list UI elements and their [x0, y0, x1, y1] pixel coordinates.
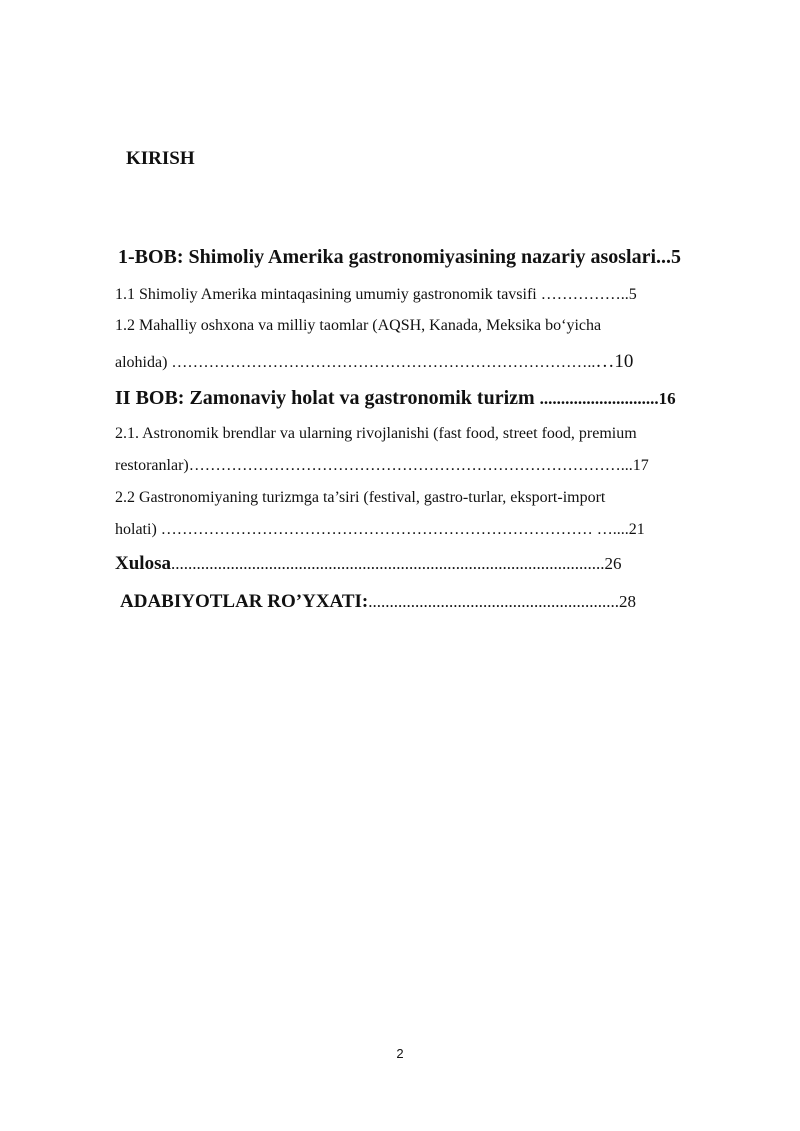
toc-bibliography	[120, 591, 636, 613]
toc-chapter-1: 1-BOB: Shimoliy Amerika gastronomiyasining nazariy asoslari...5	[118, 246, 681, 268]
toc-section-2-2-line2: holati) ……………………………………………………………………… …....21	[115, 521, 645, 538]
toc-chapter-2-page: ............................16	[539, 389, 676, 408]
toc-chapter-2-title: II BOB: Zamonaviy holat va gastronomik turizm	[115, 387, 535, 409]
toc-section-1-1: 1.1 Shimoliy Amerika mintaqasining umumiy gastronomik tavsifi ……………..5	[115, 286, 637, 303]
toc-section-1-2-page: …10	[595, 351, 634, 372]
toc-bibliography-label: ADABIYOTLAR RO’YXATI:	[120, 591, 369, 612]
toc-intro-heading: KIRISH	[126, 148, 195, 169]
toc-section-2-2-line1: 2.2 Gastronomiyaning turizmga ta’siri (festival, gastro-turlar, eksport-import	[115, 489, 606, 506]
toc-section-1-2-line1: 1.2 Mahalliy oshxona va milliy taomlar (AQSH, Kanada, Meksika bo‘yicha	[115, 317, 602, 334]
toc-section-1-2-line2	[115, 351, 633, 373]
toc-bibliography-page: ...........................................................28	[368, 592, 636, 611]
toc-section-1-2-text: alohida) ……………………………………………………………………..	[115, 354, 596, 371]
toc-conclusion-page: ......................................................................................................26	[170, 554, 622, 573]
page-number: 2	[396, 1046, 404, 1061]
toc-section-2-1-line2: restoranlar)………………………………………………………………………...17	[115, 457, 649, 474]
toc-chapter-2	[115, 387, 676, 410]
toc-conclusion-label: Xulosa	[115, 553, 171, 574]
toc-section-2-1-line1: 2.1. Astronomik brendlar va ularning rivojlanishi (fast food, street food, premium	[115, 425, 637, 442]
toc-conclusion	[115, 553, 621, 575]
